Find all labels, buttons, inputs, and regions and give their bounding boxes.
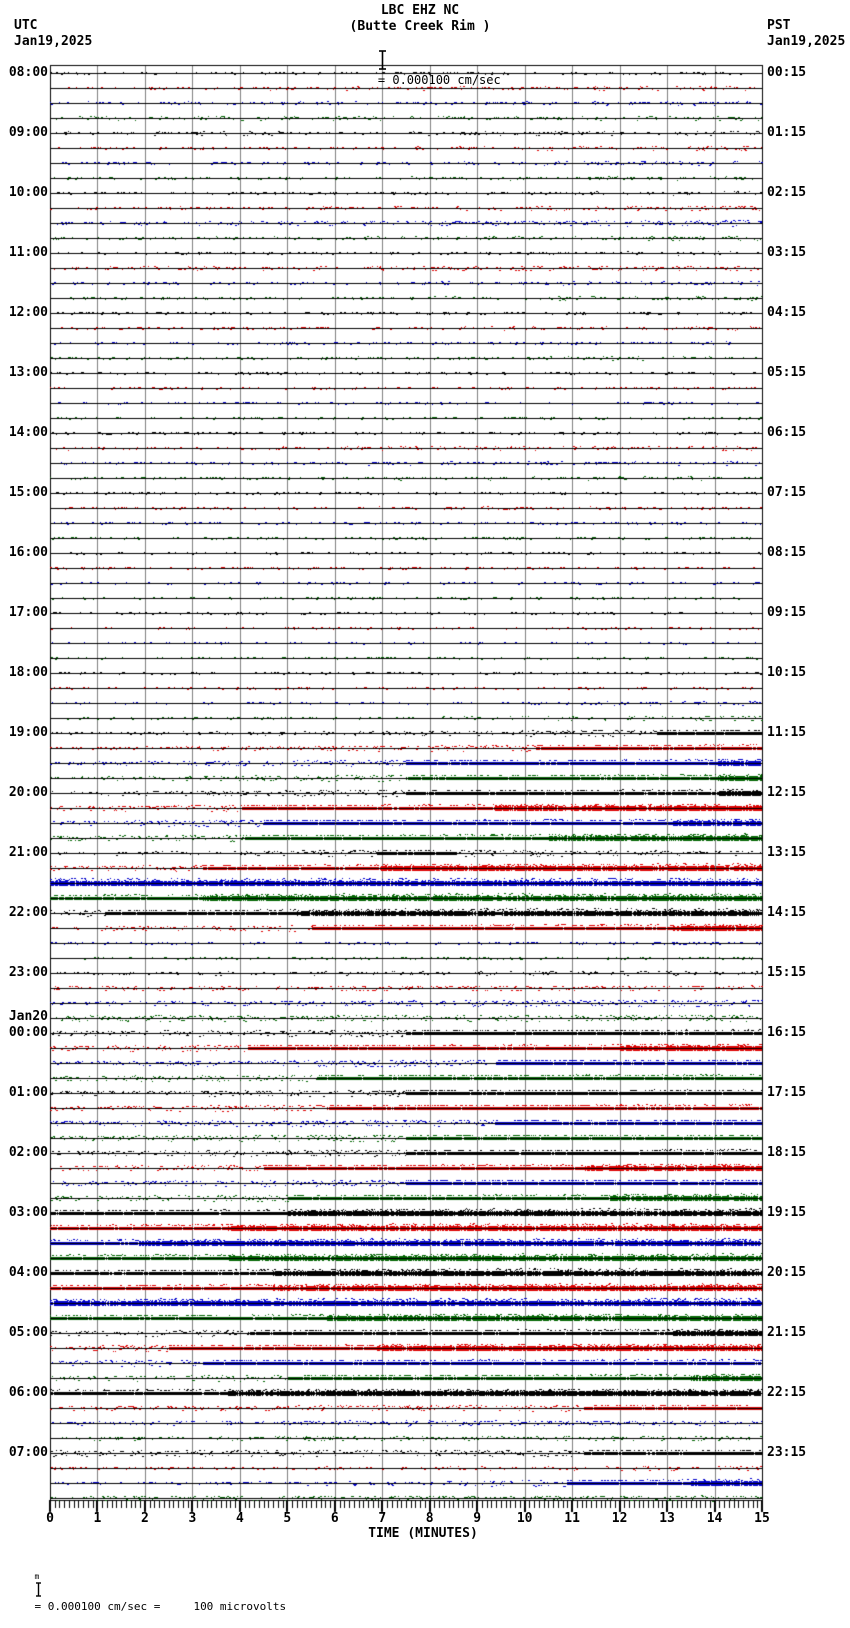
utc-date-change-label: Jan20 — [8, 1009, 48, 1024]
pst-hour-label: 21:15 — [767, 1325, 807, 1340]
x-tick-label: 1 — [93, 1511, 102, 1526]
utc-hour-label: 09:00 — [8, 125, 48, 140]
pst-hour-label: 04:15 — [767, 305, 807, 320]
pst-hour-label: 13:15 — [767, 845, 807, 860]
pst-hour-label: 08:15 — [767, 545, 807, 560]
x-tick-label: 13 — [659, 1511, 675, 1526]
x-tick-label: 2 — [141, 1511, 149, 1526]
footer-scale-bar-icon — [35, 1582, 42, 1597]
timezone-left-label: UTC — [14, 18, 38, 33]
utc-hour-label: 04:00 — [8, 1265, 48, 1280]
utc-hour-label: 00:00 — [8, 1025, 48, 1040]
pst-hour-label: 23:15 — [767, 1445, 807, 1460]
station-subtitle: (Butte Creek Rim ) — [349, 19, 491, 34]
pst-hour-label: 05:15 — [767, 365, 807, 380]
x-tick-label: 0 — [46, 1511, 54, 1526]
footer-m-subscript: m — [34, 1572, 40, 1581]
pst-hour-label: 01:15 — [767, 125, 807, 140]
x-tick-label: 6 — [330, 1511, 339, 1526]
x-tick-label: 9 — [473, 1511, 482, 1526]
x-tick-label: 4 — [235, 1511, 244, 1526]
x-tick-label: 7 — [378, 1511, 387, 1526]
pst-hour-label: 10:15 — [767, 665, 807, 680]
utc-hour-label: 06:00 — [8, 1385, 48, 1400]
pst-hour-label: 06:15 — [767, 425, 807, 440]
pst-hour-label: 12:15 — [767, 785, 807, 800]
date-right-label: Jan19,2025 — [767, 34, 846, 49]
pst-hour-label: 14:15 — [767, 905, 807, 920]
pst-hour-label: 19:15 — [767, 1205, 807, 1220]
utc-hour-label: 11:00 — [8, 245, 48, 260]
pst-hour-label: 17:15 — [767, 1085, 807, 1100]
x-tick-label: 10 — [516, 1511, 533, 1526]
utc-hour-label: 05:00 — [8, 1325, 48, 1340]
x-tick-label: 11 — [564, 1511, 580, 1526]
station-title: LBC EHZ NC — [380, 3, 460, 18]
utc-hour-label: 20:00 — [8, 785, 48, 800]
pst-hour-label: 20:15 — [767, 1265, 807, 1280]
utc-hour-label: 12:00 — [8, 305, 48, 320]
scale-line — [349, 36, 501, 105]
pst-hour-label: 22:15 — [767, 1385, 807, 1400]
pst-hour-label: 00:15 — [767, 65, 807, 80]
x-tick-label: 8 — [425, 1511, 434, 1526]
utc-hour-label: 18:00 — [8, 665, 48, 680]
utc-hour-label: 17:00 — [8, 605, 48, 620]
x-tick-label: 14 — [706, 1511, 723, 1526]
footer-text: = 0.000100 cm/sec = 100 microvolts — [34, 1600, 287, 1613]
pst-hour-label: 15:15 — [767, 965, 807, 980]
utc-hour-label: 07:00 — [8, 1445, 48, 1460]
pst-hour-label: 09:15 — [767, 605, 807, 620]
utc-hour-label: 13:00 — [8, 365, 48, 380]
pst-hour-label: 07:15 — [767, 485, 807, 500]
scale-text: = 0.000100 cm/sec — [377, 73, 501, 87]
utc-hour-label: 14:00 — [8, 425, 48, 440]
utc-hour-label: 16:00 — [8, 545, 48, 560]
pst-hour-label: 03:15 — [767, 245, 807, 260]
x-tick-label: 3 — [188, 1511, 197, 1526]
utc-hour-label: 15:00 — [8, 485, 48, 500]
x-tick-label: 5 — [283, 1511, 292, 1526]
pst-hour-label: 11:15 — [767, 725, 807, 740]
utc-hour-label: 10:00 — [8, 185, 48, 200]
footer-scale-note — [8, 1556, 286, 1628]
x-tick-label: 12 — [611, 1511, 628, 1526]
pst-hour-label: 02:15 — [767, 185, 807, 200]
date-left-label: Jan19,2025 — [14, 34, 93, 49]
utc-hour-label: 03:00 — [8, 1205, 48, 1220]
x-tick-label: 15 — [754, 1511, 770, 1526]
scale-bar-icon — [378, 50, 387, 70]
utc-hour-label: 21:00 — [8, 845, 48, 860]
pst-hour-label: 16:15 — [767, 1025, 807, 1040]
utc-hour-label: 19:00 — [8, 725, 48, 740]
utc-hour-label: 02:00 — [8, 1145, 48, 1160]
utc-hour-label: 22:00 — [8, 905, 48, 920]
pst-hour-label: 18:15 — [767, 1145, 807, 1160]
timezone-right-label: PST — [767, 18, 791, 33]
utc-hour-label: 08:00 — [8, 65, 48, 80]
x-axis-title: TIME (MINUTES) — [368, 1526, 478, 1541]
utc-hour-label: 23:00 — [8, 965, 48, 980]
utc-hour-label: 01:00 — [8, 1085, 48, 1100]
